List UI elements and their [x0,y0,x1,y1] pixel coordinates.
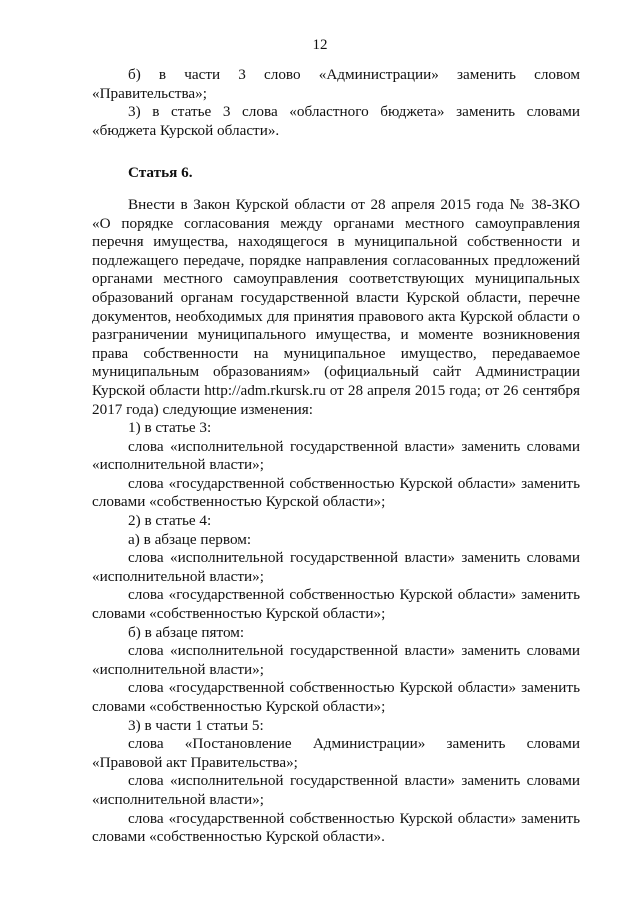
paragraph: 2) в статье 4: [128,512,212,530]
paragraph: слова «исполнительной государственной власти» заменить словами «исполнительной власти»; [92,772,580,808]
paragraph: слова «исполнительной государственной власти» заменить словами «исполнительной власти»; [92,642,580,678]
paragraph: б) в абзаце пятом: [128,623,245,641]
paragraph: слова «исполнительной государственной власти» заменить словами «исполнительной власти»; [92,549,580,585]
spacer [92,140,580,164]
paragraph: б) в части 3 слово «Администрации» заменить словом «Правительства»; [92,66,580,102]
paragraph: слова «исполнительной государственной власти» заменить словами «исполнительной власти»; [92,437,580,474]
paragraph: а) в абзаце первом: [128,530,252,548]
paragraph: слова «Постановление Администрации» заменить словами «Правовой акт Правительства»; [92,735,580,771]
spacer [92,183,580,196]
paragraph: Внести в Закон Курской области от 28 апреля 2015 года № 38-ЗКО «О порядке согласования между органами местного самоуправления перечня имущества, находящегося в муниципальной собственности и подлежащего передаче, порядке направления согласованных предложений органами местного самоуправления соответствующих муниципальных образований органам государственной власти Курской области, перечне документов, необходимых для принятия правового акта Курской области о разграничении муниципального имущества, и моменте возникновения права собственности на муниципальное имущество, передаваемое муниципальным образованиям» (официальный сайт Администрации Курской области http://adm.rkursk.ru от 28 апреля 2015 года; от 26 сентября 2017 года) следующие изменения: [92,195,580,418]
page-number: 12 [312,37,328,53]
article-heading: Статья 6. [128,164,193,182]
paragraph: 1) в статье 3: [128,419,212,437]
paragraph: слова «государственной собственностью Курской области» заменить словами «собственностью Курской области»; [92,586,580,623]
paragraph: слова «государственной собственностью Курской области» заменить словами «собственностью Курской области». [92,809,580,846]
paragraph: 3) в части 1 статьи 5: [128,716,264,734]
paragraph: слова «государственной собственностью Курской области» заменить словами «собственностью Курской области»; [92,679,580,715]
document-body [92,66,580,847]
paragraph: 3) в статье 3 слова «областного бюджета» заменить словами «бюджета Курской области». [92,103,580,139]
paragraph: слова «государственной собственностью Курской области» заменить словами «собственностью Курской области»; [92,474,580,511]
